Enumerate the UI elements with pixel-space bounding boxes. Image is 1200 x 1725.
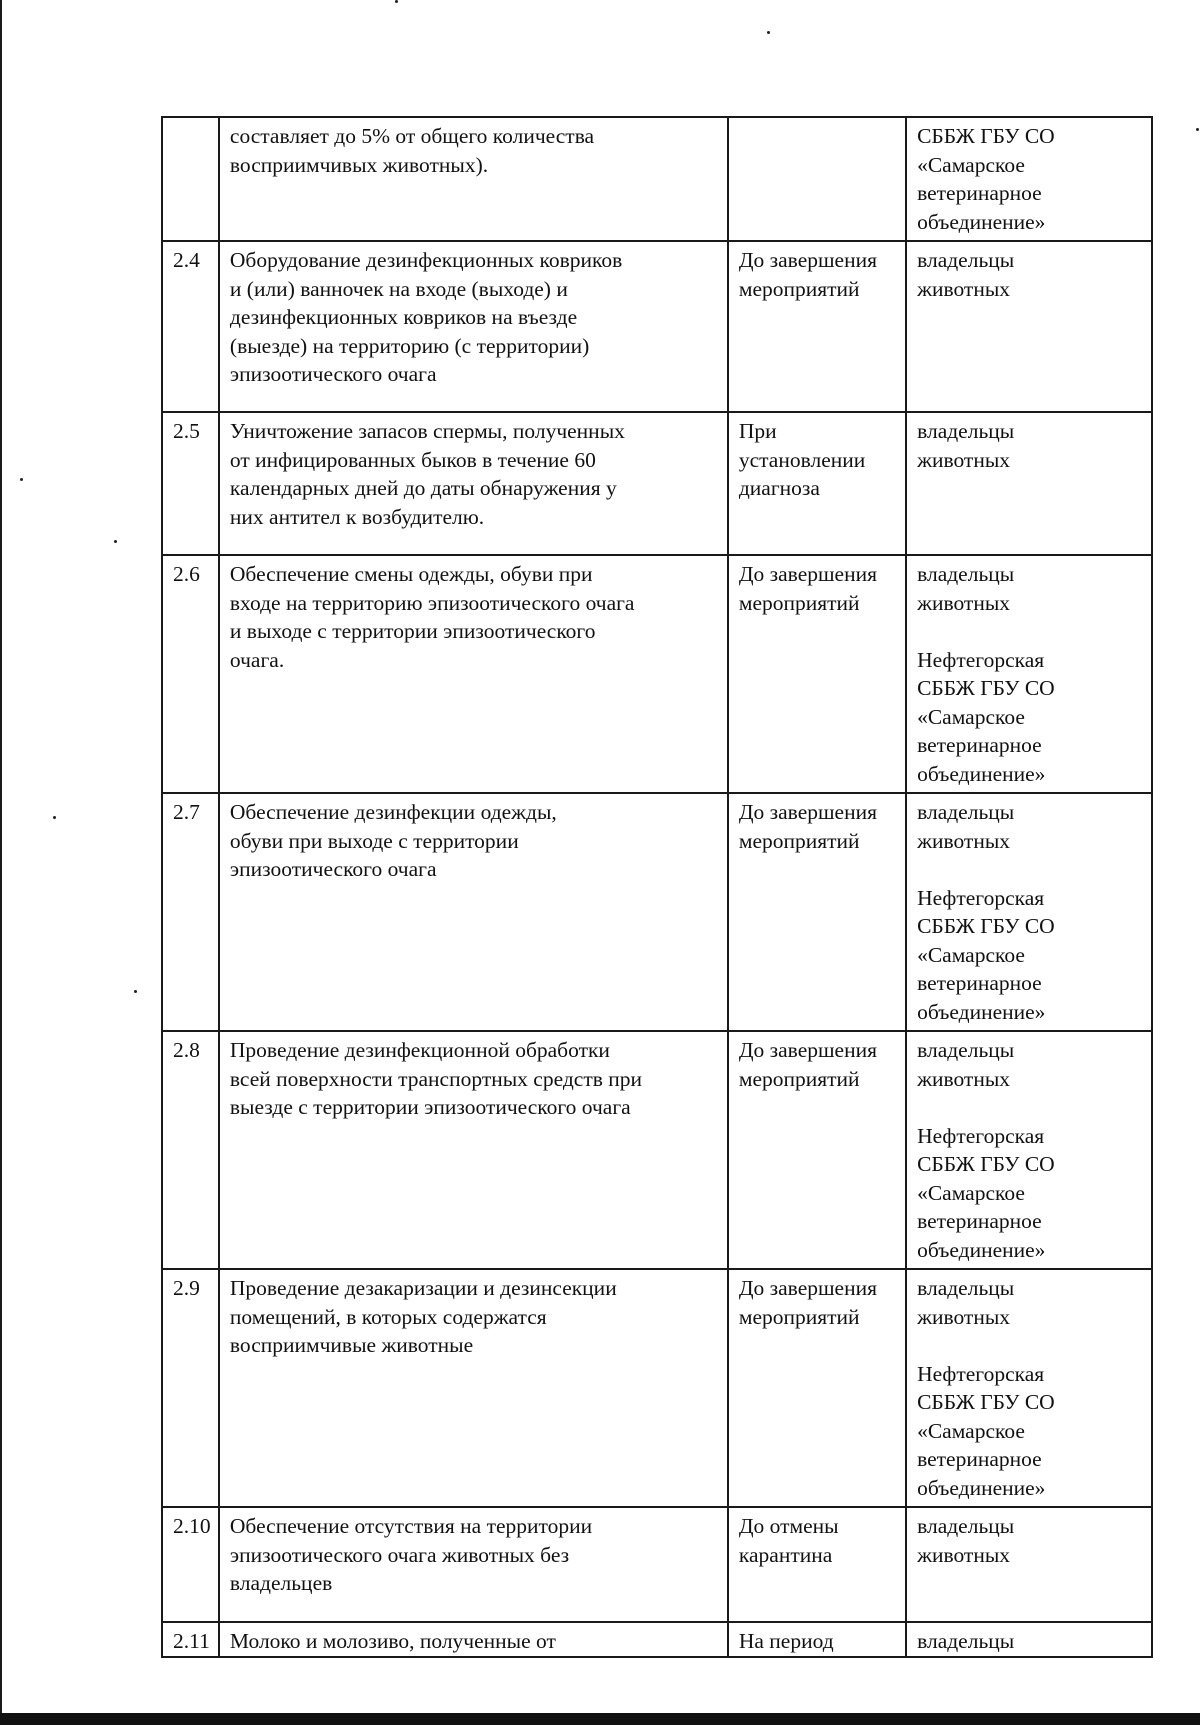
- measure-description: Уничтожение запасов спермы, полученных от инфицированных быков в течение 60 календарных дней до даты обнаружения у них антител к возбудителю.: [219, 412, 728, 555]
- measure-description: составляет до 5% от общего количества восприимчивых животных).: [219, 117, 728, 241]
- measures-table: [161, 116, 1153, 1658]
- table-row: [162, 412, 1152, 555]
- table-row: [162, 555, 1152, 793]
- table-row: [162, 1031, 1152, 1269]
- responsible: владельцы животных: [906, 241, 1152, 412]
- row-number: 2.6: [162, 555, 219, 793]
- responsible: СББЖ ГБУ СО «Самарское ветеринарное объединение»: [906, 117, 1152, 241]
- measure-description: Оборудование дезинфекционных ковриков и (или) ванночек на входе (выходе) и дезинфекционных ковриков на въезде (выезде) на территорию (с территории) эпизоотического очага: [219, 241, 728, 412]
- row-number: 2.4: [162, 241, 219, 412]
- scan-speck: [767, 31, 770, 34]
- row-number: 2.7: [162, 793, 219, 1031]
- scan-speck: [134, 990, 137, 993]
- responsible: владельцы животных Нефтегорская СББЖ ГБУ СО «Самарское ветеринарное объединение»: [906, 1031, 1152, 1269]
- row-number: 2.9: [162, 1269, 219, 1507]
- row-number: 2.11: [162, 1622, 219, 1657]
- table-row: [162, 1507, 1152, 1622]
- scan-speck: [1196, 128, 1199, 131]
- responsible: владельцы животных Нефтегорская СББЖ ГБУ СО «Самарское ветеринарное объединение»: [906, 793, 1152, 1031]
- table-row: [162, 117, 1152, 241]
- term: До завершения мероприятий: [728, 1031, 906, 1269]
- row-number: 2.5: [162, 412, 219, 555]
- table-row: [162, 793, 1152, 1031]
- table-row: [162, 241, 1152, 412]
- scan-speck: [20, 478, 23, 481]
- responsible: владельцы: [906, 1622, 1152, 1657]
- responsible: владельцы животных Нефтегорская СББЖ ГБУ СО «Самарское ветеринарное объединение»: [906, 555, 1152, 793]
- term: До завершения мероприятий: [728, 555, 906, 793]
- row-number: [162, 117, 219, 241]
- row-number: 2.10: [162, 1507, 219, 1622]
- table-row: [162, 1269, 1152, 1507]
- scan-speck: [114, 540, 117, 543]
- scan-speck: [395, 0, 398, 3]
- measure-description: Молоко и молозиво, полученные от: [219, 1622, 728, 1657]
- scan-speck: [53, 816, 56, 819]
- scan-bottom-edge: [0, 1713, 1200, 1725]
- responsible: владельцы животных Нефтегорская СББЖ ГБУ СО «Самарское ветеринарное объединение»: [906, 1269, 1152, 1507]
- measures-table-body: [162, 117, 1152, 1657]
- term: На период: [728, 1622, 906, 1657]
- term: До завершения мероприятий: [728, 241, 906, 412]
- responsible: владельцы животных: [906, 412, 1152, 555]
- term: До завершения мероприятий: [728, 793, 906, 1031]
- term: До отмены карантина: [728, 1507, 906, 1622]
- term: [728, 117, 906, 241]
- measure-description: Проведение дезинфекционной обработки всей поверхности транспортных средств при выезде с территории эпизоотического очага: [219, 1031, 728, 1269]
- term: При установлении диагноза: [728, 412, 906, 555]
- measure-description: Обеспечение дезинфекции одежды, обуви при выходе с территории эпизоотического очага: [219, 793, 728, 1031]
- measure-description: Обеспечение отсутствия на территории эпизоотического очага животных без владельцев: [219, 1507, 728, 1622]
- responsible: владельцы животных: [906, 1507, 1152, 1622]
- scan-left-edge: [0, 0, 2, 1725]
- table-row: [162, 1622, 1152, 1657]
- row-number: 2.8: [162, 1031, 219, 1269]
- term: До завершения мероприятий: [728, 1269, 906, 1507]
- measure-description: Проведение дезакаризации и дезинсекции помещений, в которых содержатся восприимчивые животные: [219, 1269, 728, 1507]
- measure-description: Обеспечение смены одежды, обуви при входе на территорию эпизоотического очага и выходе с территории эпизоотического очага.: [219, 555, 728, 793]
